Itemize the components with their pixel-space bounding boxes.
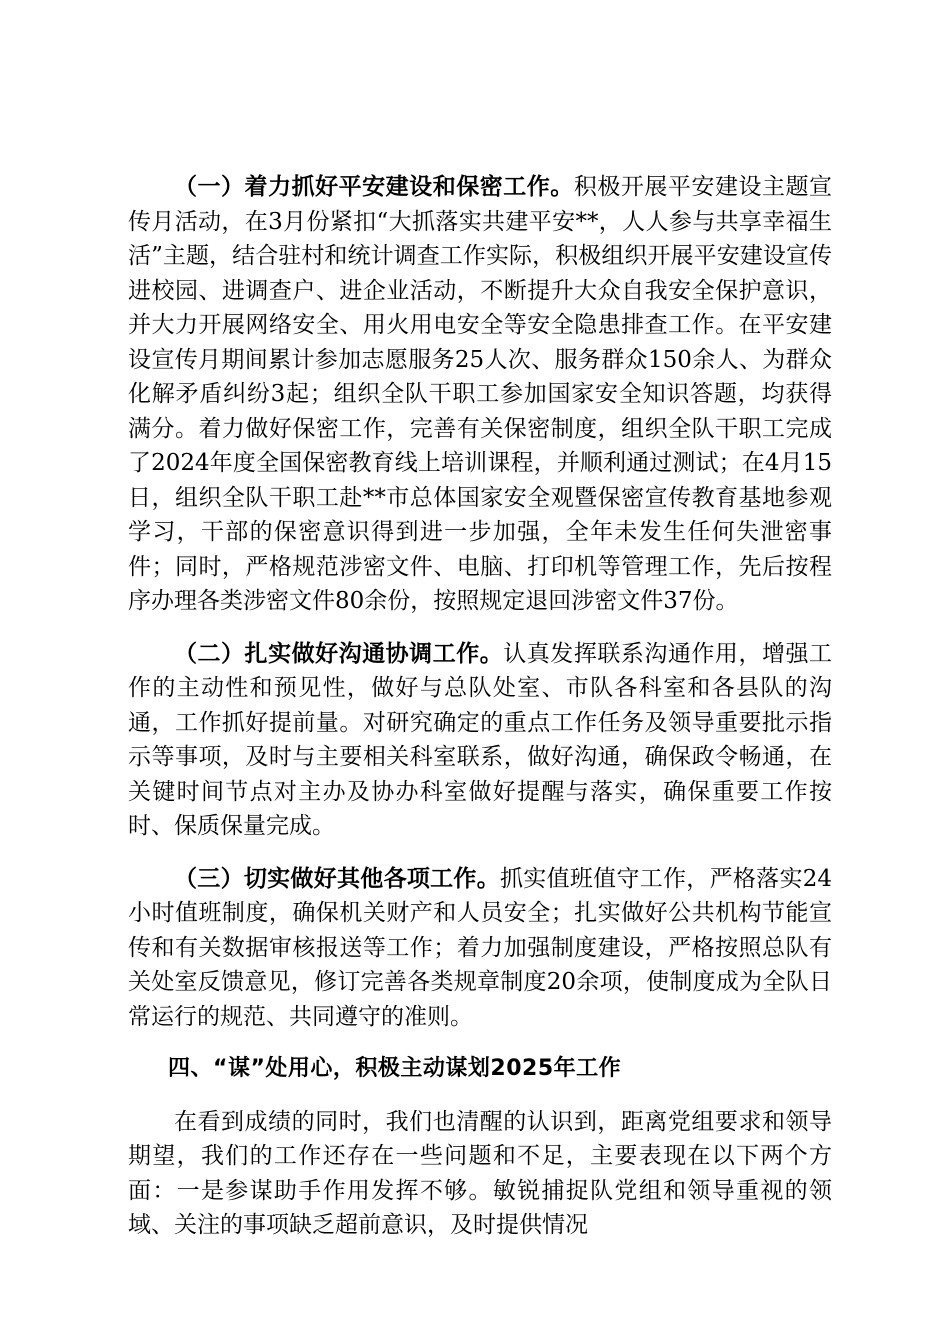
closing-paragraph: 在看到成绩的同时，我们也清醒的认识到，距离党组要求和领导期望，我们的工作还存在一些问题和不足，主要表现在以下两个方面：一是参谋助手作用发挥不够。敏锐捕捉队党组和领导重视的领域、关注的事项缺乏超前意识，及时提供情况: [128, 1108, 832, 1238]
section-heading: 四、“谋”处用心，积极主动谋划2025年工作: [168, 1056, 622, 1081]
paragraph-body: 积极开展平安建设主题宣传月活动，在3月份紧扣“大抓落实共建平安**，人人参与共享幸福生活”主题，结合驻村和统计调查工作实际，积极组织开展平安建设宣传进校园、进调查户、进企业活动，不断提升大众自我安全保护意识，并大力开展网络安全、用火用电安全等安全隐患排查工作。在平安建设宣传月期间累计参加志愿服务25人次、服务群众150余人、为群众化解矛盾纠纷3起；组织全队干职工参加国家安全知识答题，均获得满分。着力做好保密工作，完善有关保密制度，组织全队干职工完成了2024年度全国保密教育线上培训课程，并顺利通过测试；在4月15日，组织全队干职工赴**市总体国家安全观暨保密宣传教育基地参观学习，干部的保密意识得到进一步加强，全年未发生任何失泄密事件；同时，严格规范涉密文件、电脑、打印机等管理工作，先后按程序办理各类涉密文件80余份，按照规定退回涉密文件37份。: [128, 174, 833, 614]
paragraph-body: 认真发挥联系沟通作用，增强工作的主动性和预见性，做好与总队处室、市队各科室和各县队的沟通，工作抓好提前量。对研究确定的重点工作任务及领导重要批示指示等事项，及时与主要相关科室联系，做好沟通，确保政令畅通，在关键时间节点对主办及协办科室做好提醒与落实，确保重要工作按时、保质保量完成。: [128, 640, 833, 839]
paragraph-body: 抓实值班值守工作，严格落实24小时值班制度，确保机关财产和人员安全；扎实做好公共机构节能宣传和有关数据审核报送等工作；着力加强制度建设，严格按照总队有关处室反馈意见，修订完善各类规章制度20余项，使制度成为全队日常运行的规范、共同遵守的准则。: [128, 865, 832, 1030]
paragraph-lead: （三）切实做好其他各项工作。: [174, 865, 501, 892]
document-body: [128, 170, 832, 1243]
paragraph-lead: （一）着力抓好平安建设和保密工作。: [174, 174, 574, 200]
paragraph-lead: （二）扎实做好沟通协调工作。: [174, 640, 504, 667]
paragraph-other-work: [128, 862, 832, 1035]
paragraph-communication-coordination: [128, 637, 832, 844]
paragraph-security-confidentiality: [128, 170, 832, 619]
